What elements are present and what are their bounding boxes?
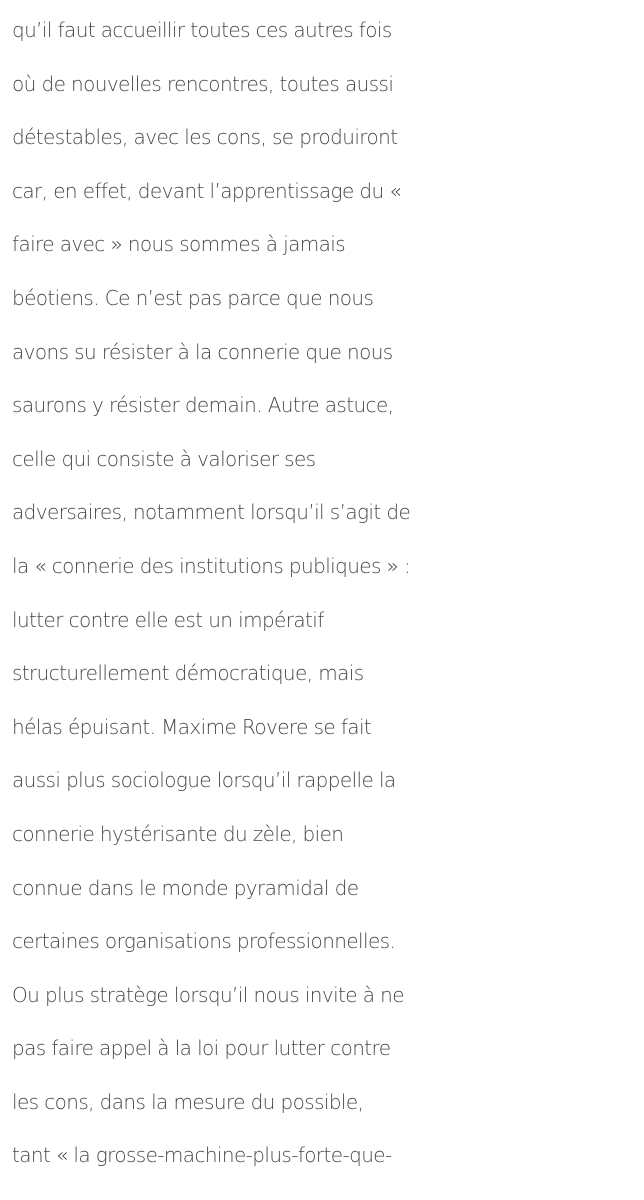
body-text: [12, 0, 642, 1179]
text-line: adversaires, notamment lorsqu’il s’agit de: [12, 500, 411, 525]
text-line: certaines organisations professionnelles.: [12, 929, 396, 954]
text-line: les cons, dans la mesure du possible,: [12, 1089, 364, 1114]
text-line: aussi plus sociologue lorsqu’il rappelle la: [12, 768, 396, 793]
text-line: saurons y résister demain. Autre astuce,: [12, 393, 394, 418]
text-line: tant « la grosse-machine-plus-forte-que-: [12, 1143, 392, 1168]
text-line: détestables, avec les cons, se produiront: [12, 125, 398, 150]
text-line: pas faire appel à la loi pour lutter contre: [12, 1036, 391, 1061]
text-line: où de nouvelles rencontres, toutes aussi: [12, 71, 394, 96]
text-line: lutter contre elle est un impératif: [12, 607, 324, 632]
text-line: hélas épuisant. Maxime Rovere se fait: [12, 714, 372, 739]
text-line: structurellement démocratique, mais: [12, 661, 364, 686]
text-line: connerie hystérisante du zèle, bien: [12, 821, 344, 846]
text-line: Ou plus stratège lorsqu’il nous invite à ne: [12, 982, 404, 1007]
text-line: connue dans le monde pyramidal de: [12, 875, 359, 900]
text-line: qu’il faut accueillir toutes ces autres fois: [12, 18, 392, 42]
text-line: celle qui consiste à valoriser ses: [12, 446, 316, 471]
text-line: la « connerie des institutions publiques » :: [12, 553, 411, 578]
text-line: car, en effet, devant l’apprentissage du «: [12, 178, 401, 203]
text-line: faire avec » nous sommes à jamais: [12, 232, 346, 257]
text-line: béotiens. Ce n’est pas parce que nous: [12, 285, 374, 310]
text-line: avons su résister à la connerie que nous: [12, 339, 393, 364]
